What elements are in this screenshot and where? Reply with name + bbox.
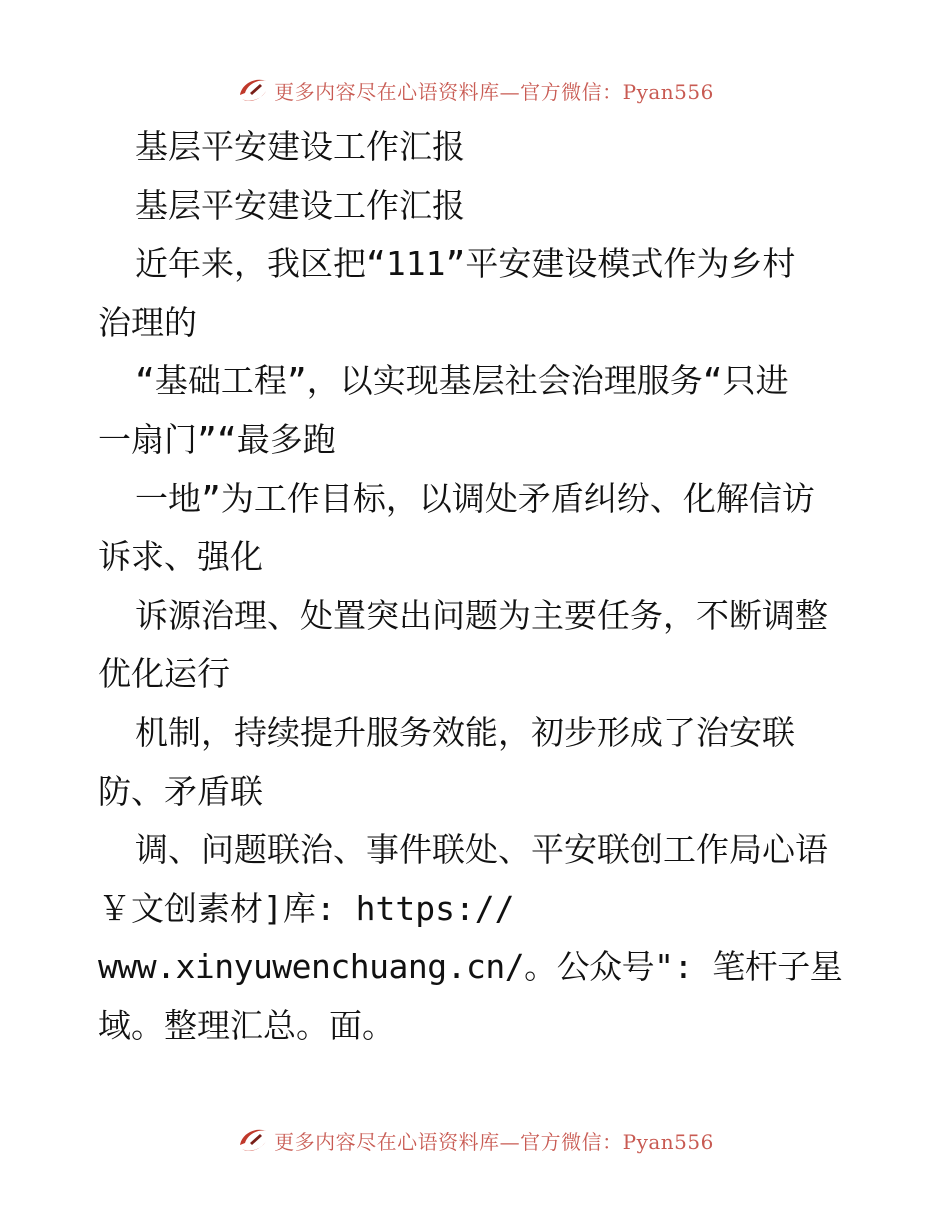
- red-pen-swoosh-icon: [236, 1123, 270, 1157]
- doc-line: 诉源治理、处置突出问题为主要任务，不断调整: [135, 595, 828, 635]
- red-pen-swoosh-icon: [236, 73, 270, 107]
- doc-line: 一扇门”“最多跑: [98, 419, 336, 459]
- header-watermark: [0, 70, 950, 110]
- footer-watermark-text: 更多内容尽在心语资料库—官方微信：Pyan556: [274, 1129, 714, 1154]
- doc-line: 诉求、强化: [98, 537, 263, 577]
- doc-line: 防、矛盾联: [98, 771, 263, 811]
- doc-line: www.xinyuwenchuang.cn/。公众号": 笔杆子星: [98, 947, 843, 987]
- doc-line: 近年来，我区把“111”平安建设模式作为乡村: [135, 244, 796, 284]
- doc-line: 基层平安建设工作汇报: [135, 185, 465, 225]
- document-body: [98, 118, 858, 1056]
- doc-line: ￥文创素材]库: https://: [98, 888, 515, 928]
- footer-watermark: [0, 1120, 950, 1160]
- doc-line: 调、问题联治、事件联处、平安联创工作局心语: [135, 830, 828, 870]
- doc-line: 治理的: [98, 302, 197, 342]
- doc-line: 机制，持续提升服务效能，初步形成了治安联: [135, 712, 795, 752]
- doc-line: 一地”为工作目标，以调处矛盾纠纷、化解信访: [135, 478, 815, 518]
- doc-line: “基础工程”，以实现基层社会治理服务“只进: [135, 361, 789, 401]
- header-watermark-text: 更多内容尽在心语资料库—官方微信：Pyan556: [274, 79, 714, 104]
- doc-line: 域。整理汇总。面。: [98, 1005, 395, 1045]
- doc-line: 优化运行: [98, 654, 230, 694]
- doc-line: 基层平安建设工作汇报: [135, 127, 465, 166]
